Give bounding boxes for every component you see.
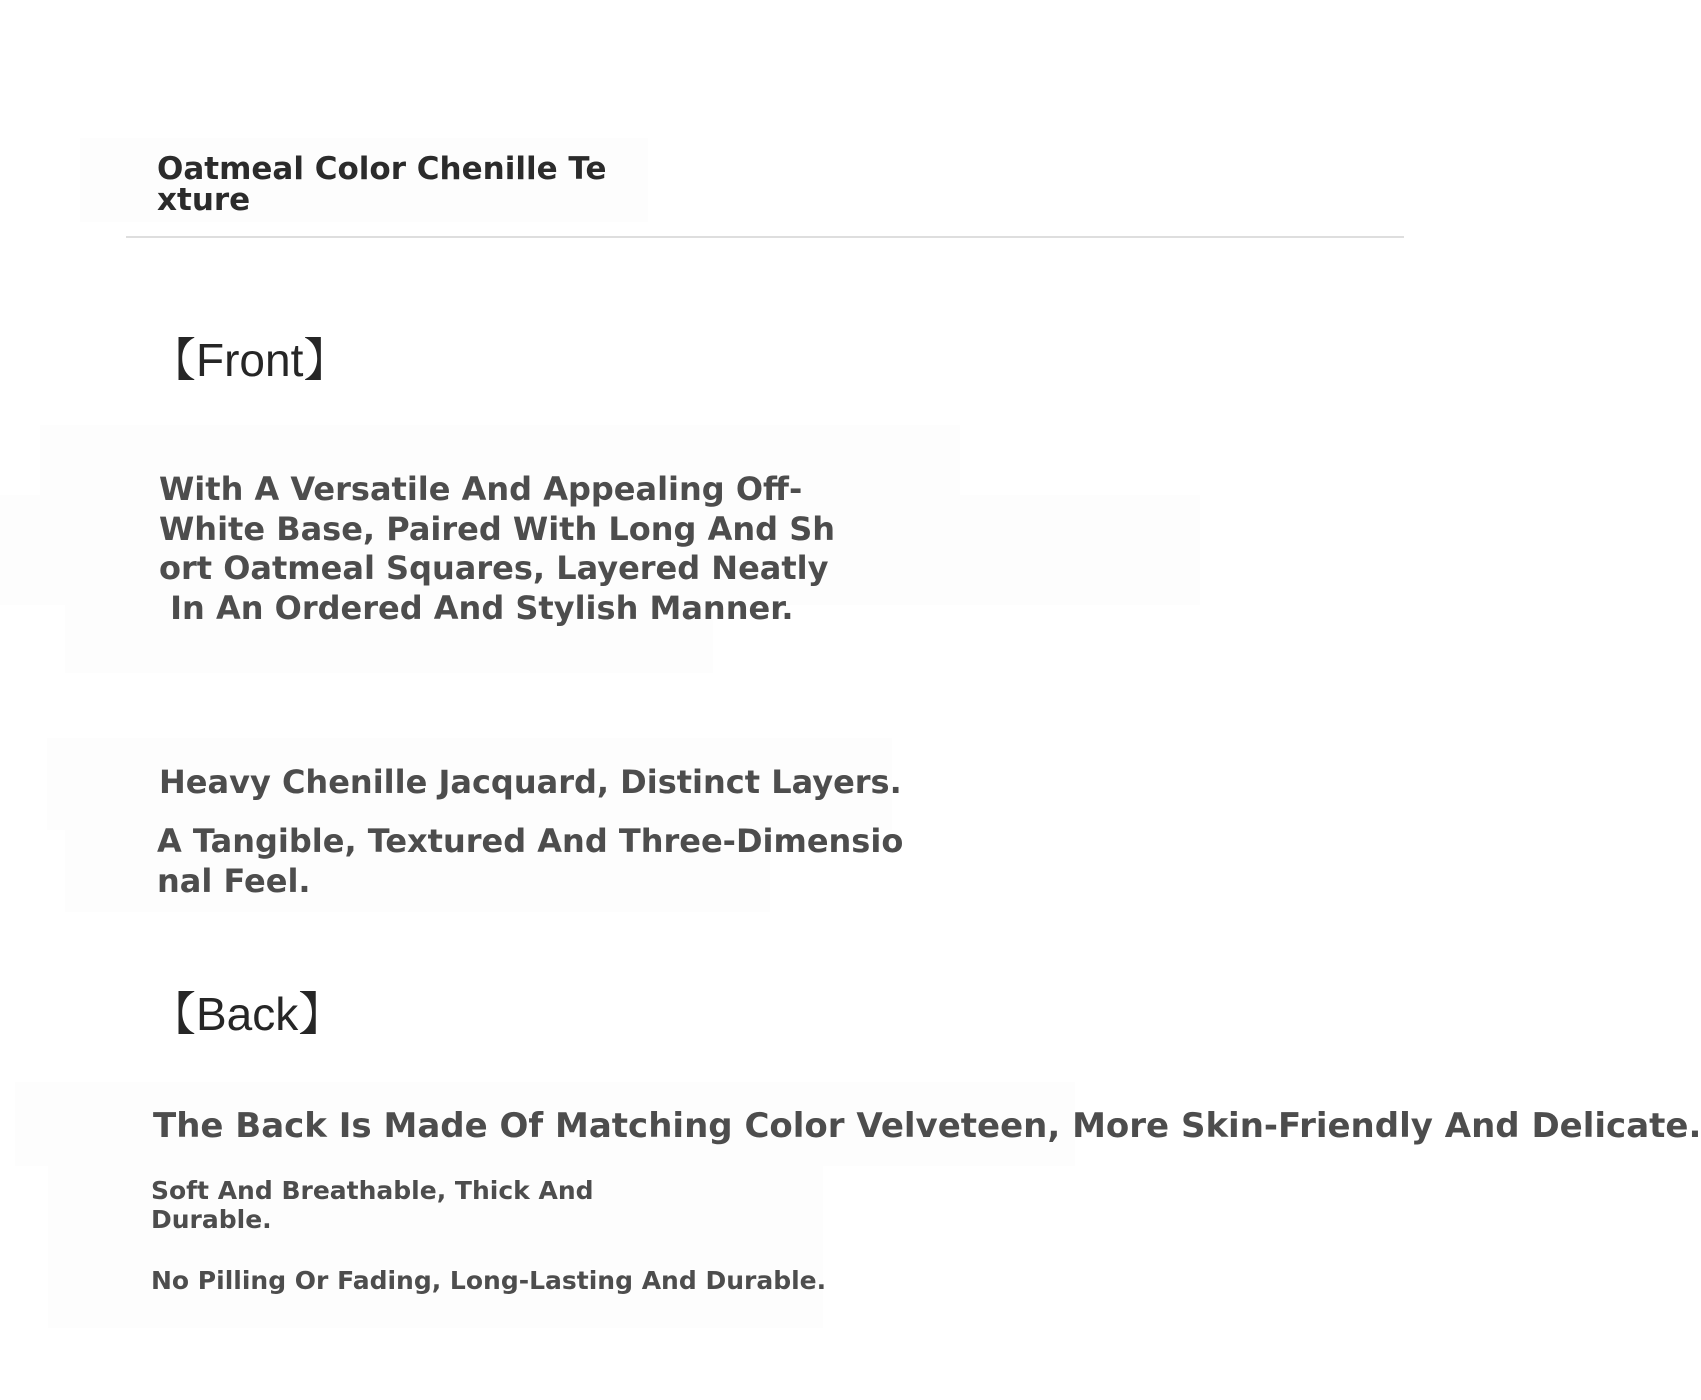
back-heading: 【Back】 <box>150 988 345 1040</box>
feature-heavy-jacquard: Heavy Chenille Jacquard, Distinct Layers. <box>159 763 902 801</box>
feature-tangible-texture: A Tangible, Textured And Three-Dimensio nal Feel. <box>157 822 904 900</box>
back-soft-breathable: Soft And Breathable, Thick And Durable. <box>151 1176 594 1234</box>
back-description: The Back Is Made Of Matching Color Velveteen, More Skin-Friendly And Delicate. <box>153 1106 1701 1146</box>
back-no-pilling: No Pilling Or Fading, Long-Lasting And Durable. <box>151 1266 827 1295</box>
front-description: With A Versatile And Appealing Off- White Base, Paired With Long And Sh ort Oatmeal Squares, Layered Neatly In An Ordered And Stylish Manner. <box>159 470 836 627</box>
front-heading: 【Front】 <box>150 334 350 386</box>
title-divider <box>126 236 1404 238</box>
page-title: Oatmeal Color Chenille Te xture <box>157 151 607 218</box>
